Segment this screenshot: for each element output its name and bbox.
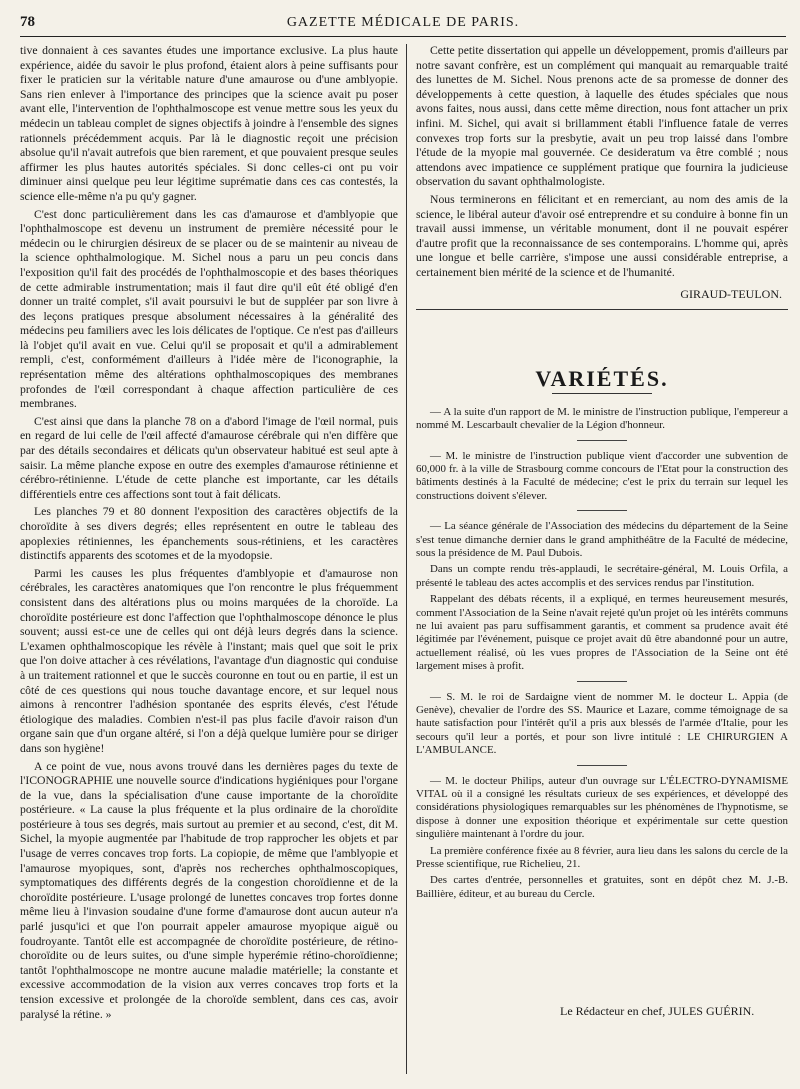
paragraph: Nous terminerons en félicitant et en remerciant, au nom des amis de la science, le libéral auteur d'avoir osé entreprendre et su conduire à bonne fin un travail aussi immense, un véritable monument, dont il ne pouvait espérer d'autre profit que la reconnaissance de ses contemporains. L'homme qui, après une longue et belle carrière, s'impose une aussi considérable entreprise, a certainement bien mérité de la science et de l'humanité. <box>416 192 788 279</box>
news-item: — M. le ministre de l'instruction publique vient d'accorder une subvention de 60,000 fr. à la ville de Strasbourg comme concours de l'Etat pour la construction des bâtiments destinés à la Faculté de médecine; c'est le prix du terrain sur lequel les constructions doivent s'élever. <box>416 449 788 502</box>
section-title: VARIÉTÉS. <box>535 366 669 392</box>
editor-prefix: Le Rédacteur en chef, <box>560 1004 666 1018</box>
news-item: — S. M. le roi de Sardaigne vient de nommer M. le docteur L. Appia (de Genève), chevalier de l'ordre des SS. Maurice et Lazare, comme témoignage de sa haute satisfaction pour l'intérêt qu'il a pris aux blessés de l'armée d'Italie, pour les secours qu'il leur a portés, et pour son livre intitulé : LE CHIRURGIEN A L'AMBULANCE. <box>416 690 788 757</box>
paragraph: tive donnaient à ces savantes études une importance exclusive. La plus haute expérience, aidée du savoir le plus profond, étaient alors à peine suffisants pour fixer le praticien sur la véritable nature d'une amaurose ou d'une amblyopie. Sans rien enlever à l'importance des principes que la science avait pu poser avant elle, l'intervention de l'ophthalmoscope est venue mettre sous les yeux du médecin un tableau complet de signes objectifs à joindre à l'ensemble des signes rationnels précédemment acquis. Par là le diagnostic reçoit une précision absolue qu'il n'avait autrefois que bien rarement, et que pouvaient presque seules affirmer les plus hautes autorités spéciales. Si donc celles-ci ont pu voir diminuer ainsi quelque peu leur légitime suprématie dans ces cas contestés, la science elle-même n'a pu qu'y gagner. <box>20 44 398 203</box>
author-signature: GIRAUD-TEULON. <box>680 286 782 301</box>
left-column <box>20 44 398 1025</box>
news-separator <box>577 765 627 766</box>
paragraph: C'est donc particulièrement dans les cas d'amaurose et d'amblyopie que l'ophthalmoscope est devenu un instrument de première nécessité pour le médecin ou le chirurgien désireux de se placer ou de se maintenir au niveau de la science ophthalmologique. M. Sichel nous a paru un peu concis dans l'exposition qu'il fait des procédés de l'ophthalmoscopie et des bases théoriques de cette admirable instrumentation; mais il faut dire qu'il eût été obligé d'en donner un traité complet, s'il avait poursuivi le but de suppléer par son livre à des leçons pratiques presque absolument nécessaires à la généralité des médecins peu familiers avec les lois délicates de l'optique. Ce n'est pas d'ailleurs là l'objet qu'il avait en vue. Celui qu'il se proposait et qu'il a admirablement rempli, c'est, conformément d'ailleurs à l'idée mère de l'iconographie, la représentation même des altérations ophthalmoscopiques des membranes profondes de l'œil correspondant à chaque affection particulière de ces membranes. <box>20 207 398 411</box>
page-header <box>20 10 786 37</box>
journal-title: GAZETTE MÉDICALE DE PARIS. <box>286 15 520 30</box>
news-item: La première conférence fixée au 8 février, aura lieu dans les salons du cercle de la Presse scientifique, rue Richelieu, 21. <box>416 844 788 871</box>
editor-credit <box>560 1004 754 1019</box>
news-separator <box>577 681 627 682</box>
column-divider <box>406 44 407 1074</box>
news-item: — La séance générale de l'Association des médecins du département de la Seine s'est tenue dimanche dernier dans le grand amphithéâtre de la Faculté de médecine, sous la présidence de M. Paul Dubois. <box>416 520 788 559</box>
news-separator <box>577 440 627 441</box>
title-underline <box>552 393 652 394</box>
page-number: 78 <box>20 14 35 30</box>
paragraph: C'est ainsi que dans la planche 78 on a d'abord l'image de l'œil normal, puis en regard de lui celle de l'œil affecté d'amaurose cérébrale qui n'en diffère que par des détails secondaires et délicats qu'un observateur habitué est seul apte à saisir. La même planche expose en outre des exemples d'amaurose rétinienne et cérébro-rétinienne. L'étude de cette planche est importante, car les détails différentiels entre ces affections sont tout à fait délicats. <box>20 414 398 501</box>
editor-name: JULES GUÉRIN. <box>668 1004 755 1018</box>
news-item: — A la suite d'un rapport de M. le ministre de l'instruction publique, l'empereur a nommé M. Lescarbault chevalier de la Légion d'honneur. <box>416 405 788 432</box>
news-item: Des cartes d'entrée, personnelles et gratuites, sont en dépôt chez M. J.-B. Baillière, éditeur, et au bureau du Cercle. <box>416 874 788 900</box>
news-list <box>416 406 788 902</box>
paragraph: Les planches 79 et 80 donnent l'exposition des caractères objectifs de la choroïdite à ses divers degrés; elles représentent en outre le tableau des apoplexies rétiniennes, les épanchements sous-rétiniens, et les caractères distinctifs apparents des scotomes et de la myodopsie. <box>20 505 398 563</box>
right-column <box>416 44 788 904</box>
paragraph: Cette petite dissertation qui appelle un développement, promis d'ailleurs par notre savant confrère, est un complément qui manquait au remarquable traité des lunettes de M. Sichel. Nous prenons acte de sa promesse de donner des développements à cette question, à laquelle des études spéciales que nous avons faites, nous aussi, dans cette même direction, nous font attacher un prix infini. M. Sichel, qui avait si brillamment établi l'influence fatale de verres convexes trop forts sur la presbytie, avait un peu trop laissé dans l'ombre l'étude de la myopie mal gouvernée. Ce desideratum va être comblé ; nous attendons avec impatience ce supplément pratique que fournira la judicieuse observation du savant ophthalmologiste. <box>416 44 788 189</box>
news-item: — M. le docteur Philips, auteur d'un ouvrage sur L'ÉLECTRO-DYNAMISME VITAL où il a consigné les résultats curieux de ses expériences, et développé des considérations physiologiques remarquables sur les phénomènes de l'hypnotisme, se dispose à donner une exposition théorique et expérimentale sur cette question singulière maintenant à l'ordre du jour. <box>416 774 788 841</box>
news-separator <box>577 510 627 511</box>
section-rule <box>416 309 788 310</box>
news-item: Rappelant des débats récents, il a expliqué, en termes heureusement mesurés, comment l'Association de la Seine n'avait rejeté qu'un projet où les intérêts communs ne lui avaient pas paru suffisamment garantis, et comment sa prudence avait été légitimée par l'événement, puisque ce projet avait dû être abandonné pour un autre, actuellement réalisé, où les vues propres de l'Association de la Seine ont été largement mises à profit. <box>416 593 788 673</box>
paragraph: A ce point de vue, nous avons trouvé dans les dernières pages du texte de l'ICONOGRAPHIE une nouvelle source d'indications hygiéniques pour l'organe de la vue, dans la spécialisation d'une cause importante de la choroïdite postérieure. « La cause la plus fréquente et la plus ordinaire de la choroïdite postérieure à tous ses degrés, mais surtout au premier et au second, c'est, dit M. Sichel, la myopie augmentée par l'habitude de trop rapprocher les objets et par l'usage de verres concaves trop forts. La copiopie, de même que l'amblyopie et l'amaurose myopiques, sont, d'après nos recherches ophthalmoscopiques, symptomatiques des différents degrés de la congestion choroïdienne et de la choroïdite postérieure. L'usage prolongé de lunettes concaves trop fortes donne même lieu à l'invasion soudaine d'une forme d'amaurose dont aucun auteur n'a parlé jusqu'ici et que l'on pourrait appeler amaurose myopique aiguë ou foudroyante. Tantôt elle est accompagnée de choroïdite postérieure, de rétino-choroïdite ou de leurs suites, ou d'une simple hyperémie rétino-choroïdienne; tantôt l'ophthalmoscope ne montre aucune maladie matérielle; la constante et excessive accommodation de la vision aux verres concaves trop forts et la tension excessive et prolongée de la choroïde semblent, dans ces cas, avoir paralysé la rétine. » <box>20 759 398 1021</box>
paragraph: Parmi les causes les plus fréquentes d'amblyopie et d'amaurose non cérébrales, les caractères anatomiques que l'on rencontre le plus fréquemment consistent dans des altérations plus ou moins marquées de la choroïde. La choroïdite postérieure est donc l'affection que l'ophthalmoscope dénonce le plus souvent; aussi est-ce une de celles qui ont déjà leurs degrés dans la science. L'examen ophthalmoscopique les révèle à l'instant; mais quel que soit le prix que l'on doive attacher à ces révélations, l'avantage d'un diagnostic qui conduise à un traitement rationnel et que le succès couronne en tout ou en partie, il est un côté de ces questions qui nous touche davantage encore, et sur lequel nous aimons à rencontrer l'adhésion spontanée des esprits élevés, c'est l'étude étiologique des maladies. Combien n'est-il pas plus facile d'avoir raison d'un organe sain que d'un organe altéré, si l'on a déjà quelque lumière pour se diriger dans son hygiène! <box>20 566 398 755</box>
news-item: Dans un compte rendu très-applaudi, le secrétaire-général, M. Louis Orfila, a présenté le tableau des actes accomplis et des services rendus par l'institution. <box>416 563 788 589</box>
